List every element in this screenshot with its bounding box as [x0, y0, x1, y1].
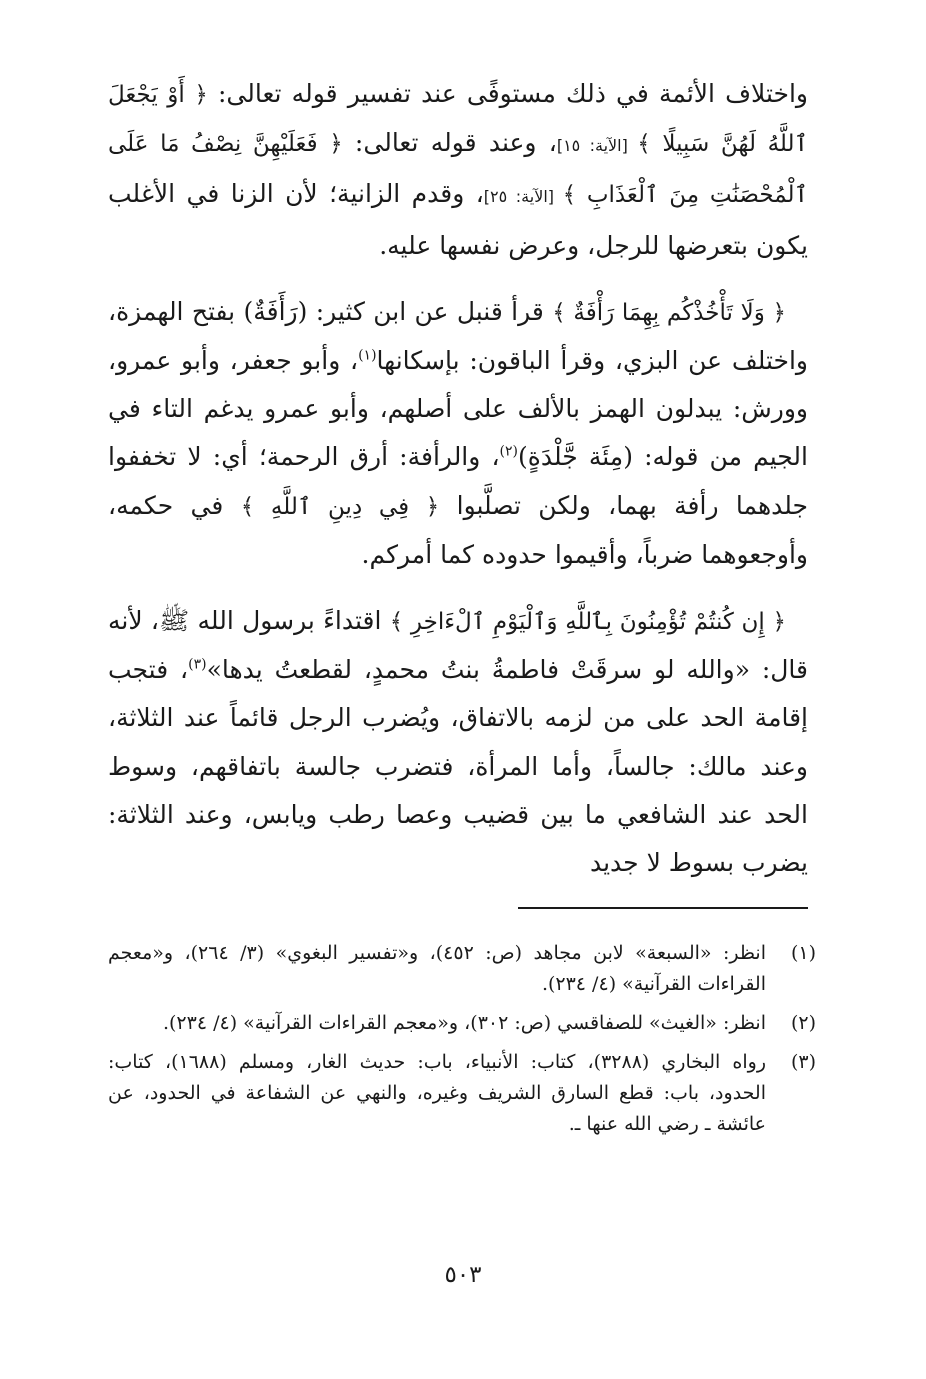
text-segment: اقتداءً برسول الله ﷺ، لأنه قال: «والله لو سرقَتْ فاطمةُ بنتُ محمدٍ، لقطعتُ يدها»	[108, 606, 809, 685]
main-text	[108, 70, 808, 887]
footnote-number: (٣)	[790, 1051, 816, 1073]
footnote-text: انظر: «السبعة» لابن مجاهد (ص: ٤٥٢)، و«تفسير البغوي» (٣/ ٢٦٤)، و«معجم القراءات القرآنية» (٤/ ٢٣٤).	[108, 942, 766, 995]
paragraph-2	[108, 288, 808, 579]
verse-reference: [الآية: ٢٥]	[483, 187, 563, 207]
quran-verse: ﴿ فِي دِينِ ٱللَّهِ ﴾	[240, 493, 440, 520]
paragraph-3	[108, 597, 808, 887]
paragraph-1	[108, 70, 808, 270]
footnote-text: رواه البخاري (٣٢٨٨)، كتاب: الأنبياء، باب: حديث الغار، ومسلم (١٦٨٨)، كتاب: الحدود، باب: قطع السارق الشريف وغيره، والنهي عن الشفاعة في الحدود، عن عائشة ـ رضي الله عنها ـ.	[108, 1051, 766, 1135]
footnote-marker-1: (١)	[358, 347, 377, 364]
footnote-separator	[518, 907, 808, 909]
text-segment: قرأ قنبل عن ابن كثير: (رَأَفَةٌ) بفتح الهمزة، واختلف عن البزي، وقرأ الباقون: بإسكانها	[108, 296, 808, 376]
quran-verse: ﴿ أَوْ يَجْعَلَ ٱللَّهُ لَهُنَّ سَبِيلًا ﴾	[108, 82, 809, 158]
page-number: ٥٠٣	[444, 1262, 482, 1288]
footnote-number: (٢)	[790, 1012, 816, 1034]
quran-verse: ﴿ وَلَا تَأْخُذْكُم بِهِمَا رَأْفَةٌ ﴾	[552, 299, 786, 326]
footnotes	[108, 938, 816, 1148]
text-segment: ، وعند قوله تعالى:	[342, 128, 557, 158]
footnote-marker-3: (٣)	[188, 656, 207, 673]
verse-reference: [الآية: ١٥]	[556, 136, 638, 156]
text-segment: ، والرأفة: أرق الرحمة؛ أي: لا تخففوا جلدهما رأفة بهما، ولكن تصلَّبوا	[108, 442, 808, 520]
text-segment: ، وقدم الزانية؛ لأن الزنا في الأغلب يكون بتعرضها للرجل، وعرض نفسها عليه.	[108, 179, 808, 260]
quran-verse: ﴿ إِن كُنتُمْ تُؤْمِنُونَ بِٱللَّهِ وَٱلْيَوْمِ ٱلْءَاخِرِ ﴾	[389, 609, 786, 636]
footnote-text: انظر: «الغيث» للصفاقسي (ص: ٣٠٢)، و«معجم القراءات القرآنية» (٤/ ٢٣٤).	[162, 1012, 766, 1034]
text-segment: واختلاف الأئمة في ذلك مستوفًى عند تفسير قوله تعالى:	[207, 79, 808, 108]
footnote-3	[108, 1047, 816, 1140]
text-segment: ، فتجب إقامة الحد على من لزمه بالاتفاق، ويُضرب الرجل قائماً عند الثلاثة، وعند مالك: جالساً، وأما المرأة، فتضرب جالسة باتفاقهم، وسوط الحد عند الشافعي ما بين قضيب وعصا رطب ويابس، وعند الثلاثة: يضرب بسوط لا جديد	[108, 655, 808, 878]
footnote-1	[108, 938, 816, 1000]
text-segment: ، وأبو جعفر، وأبو عمرو، وورش: يبدلون الهمز بالألف على أصلهم، وأبو عمرو يدغم التاء في الجيم من قوله: (مِئَة جَّلْدَةٍ)	[108, 346, 808, 472]
text-segment: في حكمه، وأوجعوهما ضرباً، وأقيموا حدوده كما أمركم.	[108, 490, 808, 569]
footnote-marker-2: (٢)	[499, 444, 519, 461]
footnote-number: (١)	[790, 942, 816, 964]
footnote-2	[108, 1008, 816, 1039]
quran-verse: ﴿ فَعَلَيْهِنَّ نِصْفُ مَا عَلَى ٱلْمُحْصَنَٰتِ مِنَ ٱلْعَذَابِ ﴾	[108, 131, 808, 209]
